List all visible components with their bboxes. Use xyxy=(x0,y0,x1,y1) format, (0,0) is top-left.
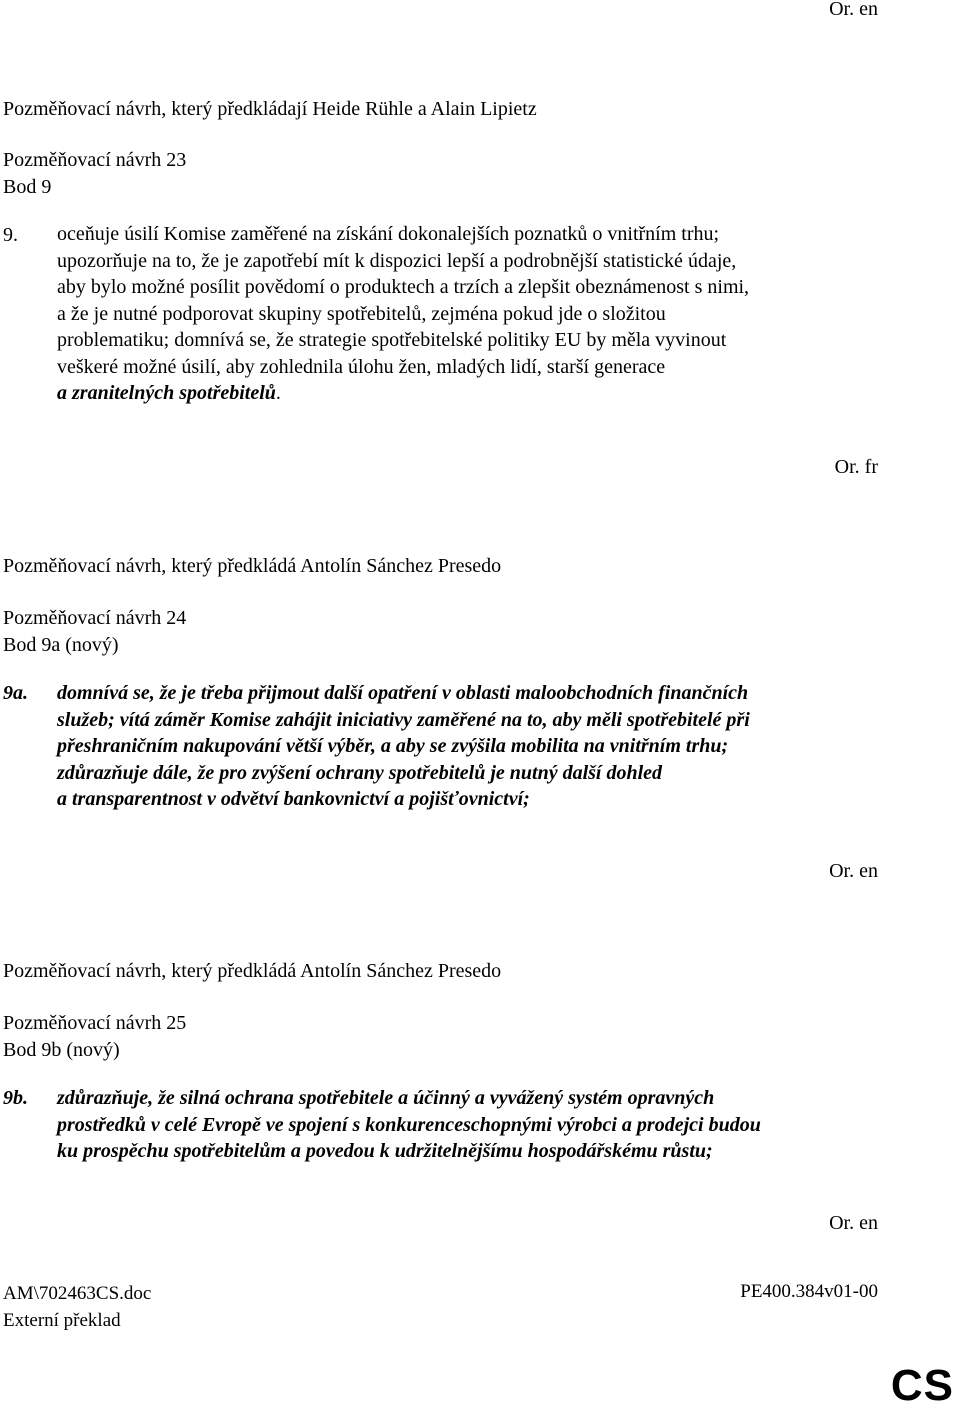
text-line: aby bylo možné posílit povědomí o produktech a trzích a zlepšit obeznámenost s nimi, xyxy=(57,276,750,298)
item-label: Bod 9b (nový) xyxy=(3,1038,120,1061)
amendment-header xyxy=(3,147,186,200)
text-line: veškeré možné úsilí, aby zohlednila úlohu žen, mladých lidí, starší generace xyxy=(57,355,666,378)
document-reference: AM\702463CS.doc xyxy=(3,1283,152,1304)
paragraph-text xyxy=(57,1085,907,1165)
text-line: služeb; vítá záměr Komise zahájit iniciativy zaměřené na to, aby měli spotřebitelé při xyxy=(57,708,750,731)
paragraph-number: 9b. xyxy=(3,1087,28,1109)
paragraph-number: 9. xyxy=(3,224,18,246)
text-line: přeshraničním nakupování větší výběr, a aby se zvýšila mobilita na vnitřním trhu; xyxy=(57,735,729,757)
text-line: oceňuje úsilí Komise zaměřené na získání dokonalejších poznatků o vnitřním trhu; xyxy=(57,223,720,245)
origin-label: Or. en xyxy=(829,1212,878,1234)
paragraph-number: 9a. xyxy=(3,682,28,704)
text-line: zdůrazňuje dále, že pro zvýšení ochrany spotřebitelů je nutný další dohled xyxy=(57,761,663,784)
amendment-label: Pozměňovací návrh 23 xyxy=(3,149,187,171)
text-line: prostředků v celé Evropě ve spojení s konkurenceschopnými výrobci a prodejci budou xyxy=(57,1113,761,1136)
text-line: a transparentnost v odvětví bankovnictví a pojišťovnictví; xyxy=(57,788,530,810)
amendment-label: Pozměňovací návrh 25 xyxy=(3,1012,187,1034)
amendment-label: Pozměňovací návrh 24 xyxy=(3,607,187,629)
amendment-header xyxy=(3,605,186,658)
item-label: Bod 9a (nový) xyxy=(3,633,119,656)
text-line: domnívá se, že je třeba přijmout další opatření v oblasti maloobchodních finančních xyxy=(57,682,749,704)
author-line: Pozměňovací návrh, který předkládá Antolín Sánchez Presedo xyxy=(3,960,502,982)
footer-left xyxy=(3,1281,151,1334)
text-line: ku prospěchu spotřebitelům a povedou k udržitelnějšímu hospodářskému růstu; xyxy=(57,1140,713,1162)
author-line: Pozměňovací návrh, který předkládají Heide Rühle a Alain Lipietz xyxy=(3,98,537,120)
text-line xyxy=(57,380,907,407)
origin-label: Or. en xyxy=(829,860,878,882)
pe-reference: PE400.384v01-00 xyxy=(740,1281,878,1302)
origin-label: Or. fr xyxy=(834,456,878,478)
paragraph-text xyxy=(57,221,907,407)
paragraph-text xyxy=(57,680,907,813)
text-line: a že je nutné podporovat skupiny spotřebitelů, zejména pokud jde o složitou xyxy=(57,302,666,325)
text-line: upozorňuje na to, že je zapotřebí mít k dispozici lepší a podrobnější statistické údaje, xyxy=(57,249,737,272)
author-line: Pozměňovací návrh, který předkládá Antolín Sánchez Presedo xyxy=(3,555,502,577)
origin-label: Or. en xyxy=(829,0,878,20)
amended-text: a zranitelných spotřebitelů xyxy=(57,382,276,404)
translation-note: Externí překlad xyxy=(3,1309,121,1331)
amendment-header xyxy=(3,1010,186,1063)
text-end: . xyxy=(275,382,281,404)
language-code: CS xyxy=(890,1361,954,1410)
item-label: Bod 9 xyxy=(3,175,52,198)
text-line: zdůrazňuje, že silná ochrana spotřebitele a účinný a vyvážený systém opravných xyxy=(57,1087,715,1109)
text-line: problematiku; domnívá se, že strategie spotřebitelské politiky EU by měla vyvinout xyxy=(57,329,727,351)
